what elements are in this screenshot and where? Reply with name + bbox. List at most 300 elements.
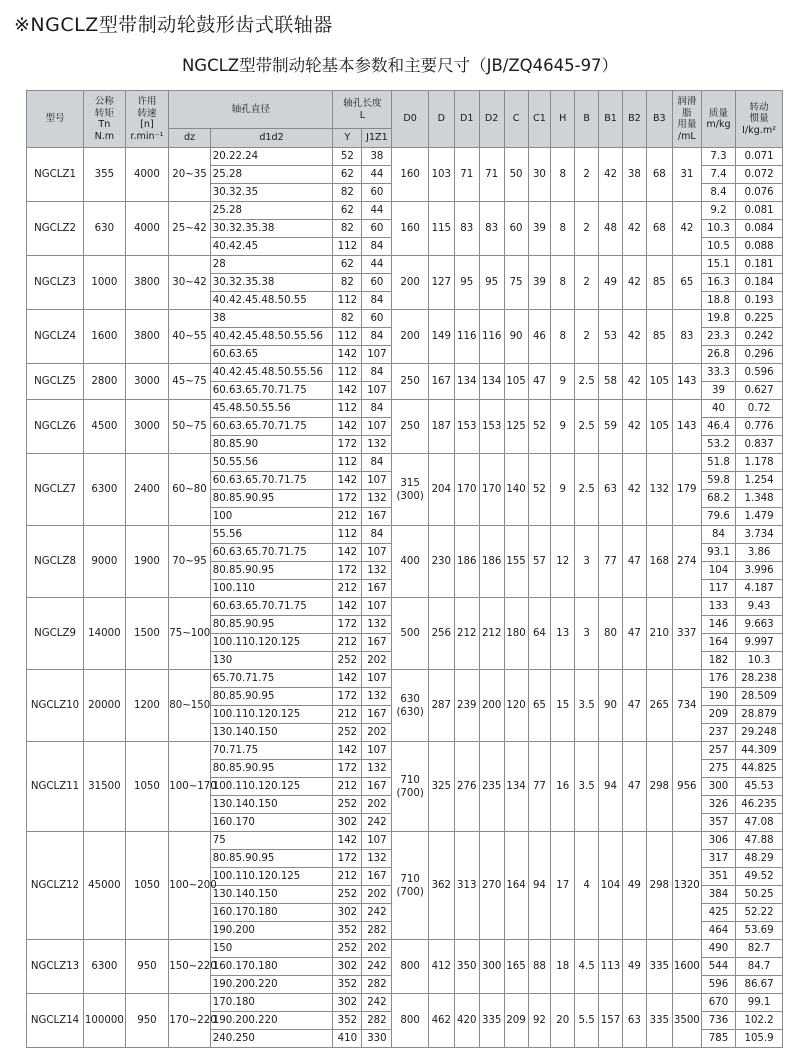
length-y-cell: 112: [333, 400, 362, 418]
c1-cell: 52: [528, 454, 551, 526]
mass-cell: 490: [701, 940, 735, 958]
bore-d1d2-cell: 100.110.120.125: [210, 706, 333, 724]
col-d: D: [428, 91, 454, 148]
bore-d1d2-cell: 100.110.120.125: [210, 868, 333, 886]
b1-cell: 90: [599, 670, 623, 742]
bore-d1d2-cell: 160.170.180: [210, 904, 333, 922]
length-y-cell: 302: [333, 958, 362, 976]
length-j1z1-cell: 132: [362, 688, 392, 706]
length-y-cell: 82: [333, 220, 362, 238]
inertia-cell: 0.627: [736, 382, 783, 400]
bore-d1d2-cell: 80.85.90.95: [210, 850, 333, 868]
bore-d1d2-cell: 80.85.90.95: [210, 490, 333, 508]
mass-cell: 79.6: [701, 508, 735, 526]
c-cell: 180: [504, 598, 528, 670]
bore-d1d2-cell: 28: [210, 256, 333, 274]
inertia-cell: 0.184: [736, 274, 783, 292]
c1-cell: 65: [528, 670, 551, 742]
mass-cell: 146: [701, 616, 735, 634]
col-d2: D2: [479, 91, 504, 148]
bore-d1d2-cell: 40.42.45.48.50.55.56: [210, 364, 333, 382]
mass-cell: 670: [701, 994, 735, 1012]
length-y-cell: 112: [333, 238, 362, 256]
d0-cell: 400: [392, 526, 428, 598]
d0-cell: 500: [392, 598, 428, 670]
d2-cell: 95: [479, 256, 504, 310]
d1-cell: 116: [454, 310, 479, 364]
speed-cell: 950: [125, 994, 169, 1048]
torque-cell: 630: [84, 202, 126, 256]
b1-cell: 80: [599, 598, 623, 670]
torque-cell: 1600: [84, 310, 126, 364]
col-lube: 润滑 脂 用量 /mL: [672, 91, 701, 148]
col-torque: 公称 转矩 Tn N.m: [84, 91, 126, 148]
bore-d1d2-cell: 25.28: [210, 202, 333, 220]
bore-d1d2-cell: 60.63.65: [210, 346, 333, 364]
inertia-cell: 0.088: [736, 238, 783, 256]
length-j1z1-cell: 107: [362, 742, 392, 760]
mass-cell: 33.3: [701, 364, 735, 382]
mass-cell: 317: [701, 850, 735, 868]
b2-cell: 47: [622, 670, 646, 742]
dz-cell: 25~42: [169, 202, 211, 256]
length-j1z1-cell: 167: [362, 508, 392, 526]
length-y-cell: 52: [333, 148, 362, 166]
bore-d1d2-cell: 60.63.65.70.71.75: [210, 544, 333, 562]
length-y-cell: 112: [333, 526, 362, 544]
inertia-cell: 0.181: [736, 256, 783, 274]
bore-d1d2-cell: 30.32.35.38: [210, 220, 333, 238]
length-j1z1-cell: 107: [362, 418, 392, 436]
b-cell: 3.5: [575, 670, 599, 742]
c1-cell: 30: [528, 148, 551, 202]
mass-cell: 300: [701, 778, 735, 796]
b1-cell: 104: [599, 832, 623, 940]
mass-cell: 9.2: [701, 202, 735, 220]
length-j1z1-cell: 60: [362, 184, 392, 202]
b1-cell: 59: [599, 400, 623, 454]
bore-d1d2-cell: 30.32.35.38: [210, 274, 333, 292]
d2-cell: 300: [479, 940, 504, 994]
d0-cell: 250: [392, 364, 428, 400]
d2-cell: 134: [479, 364, 504, 400]
length-y-cell: 212: [333, 778, 362, 796]
mass-cell: 326: [701, 796, 735, 814]
col-b1: B1: [599, 91, 623, 148]
inertia-cell: 1.254: [736, 472, 783, 490]
table-row: [27, 148, 783, 166]
b2-cell: 42: [622, 400, 646, 454]
d0-cell: 200: [392, 310, 428, 364]
mass-cell: 117: [701, 580, 735, 598]
d1-cell: 95: [454, 256, 479, 310]
col-b2: B2: [622, 91, 646, 148]
d0-cell: 800: [392, 994, 428, 1048]
torque-cell: 20000: [84, 670, 126, 742]
b2-cell: 42: [622, 310, 646, 364]
inertia-cell: 47.88: [736, 832, 783, 850]
torque-cell: 14000: [84, 598, 126, 670]
mass-cell: 306: [701, 832, 735, 850]
length-j1z1-cell: 202: [362, 940, 392, 958]
d2-cell: 83: [479, 202, 504, 256]
b1-cell: 48: [599, 202, 623, 256]
col-speed: 许用 转速 [n] r.min⁻¹: [125, 91, 169, 148]
length-y-cell: 352: [333, 922, 362, 940]
c-cell: 50: [504, 148, 528, 202]
lube-cell: 83: [672, 310, 701, 364]
dz-cell: 75~100: [169, 598, 211, 670]
speed-cell: 1050: [125, 832, 169, 940]
torque-cell: 2800: [84, 364, 126, 400]
dz-cell: 80~150: [169, 670, 211, 742]
b1-cell: 42: [599, 148, 623, 202]
b1-cell: 113: [599, 940, 623, 994]
bore-d1d2-cell: 50.55.56: [210, 454, 333, 472]
c1-cell: 57: [528, 526, 551, 598]
length-j1z1-cell: 84: [362, 328, 392, 346]
table-title: NGCLZ型带制动轮基本参数和主要尺寸（JB/ZQ4645-97）: [181, 56, 619, 75]
mass-cell: 59.8: [701, 472, 735, 490]
inertia-cell: 0.072: [736, 166, 783, 184]
col-length: 轴孔长度 L: [333, 91, 392, 129]
inertia-cell: 84.7: [736, 958, 783, 976]
length-y-cell: 212: [333, 868, 362, 886]
b-cell: 2: [575, 256, 599, 310]
inertia-cell: 3.996: [736, 562, 783, 580]
inertia-cell: 0.596: [736, 364, 783, 382]
length-y-cell: 82: [333, 184, 362, 202]
length-y-cell: 112: [333, 364, 362, 382]
h-cell: 9: [551, 364, 575, 400]
h-cell: 15: [551, 670, 575, 742]
c1-cell: 39: [528, 256, 551, 310]
length-y-cell: 212: [333, 634, 362, 652]
h-cell: 12: [551, 526, 575, 598]
length-j1z1-cell: 132: [362, 490, 392, 508]
model-cell: NGCLZ7: [27, 454, 84, 526]
d0-cell: 315 (300): [392, 454, 428, 526]
bore-d1d2-cell: 80.85.90.95: [210, 760, 333, 778]
bore-d1d2-cell: 100: [210, 508, 333, 526]
torque-cell: 6300: [84, 940, 126, 994]
length-j1z1-cell: 60: [362, 220, 392, 238]
d-cell: 103: [428, 148, 454, 202]
mass-cell: 351: [701, 868, 735, 886]
b2-cell: 42: [622, 202, 646, 256]
mass-cell: 53.2: [701, 436, 735, 454]
table-row: [27, 994, 783, 1012]
b-cell: 2.5: [575, 364, 599, 400]
lube-cell: 31: [672, 148, 701, 202]
mass-cell: 8.4: [701, 184, 735, 202]
length-j1z1-cell: 167: [362, 778, 392, 796]
length-j1z1-cell: 44: [362, 202, 392, 220]
inertia-cell: 0.242: [736, 328, 783, 346]
mass-cell: 104: [701, 562, 735, 580]
model-cell: NGCLZ13: [27, 940, 84, 994]
c1-cell: 77: [528, 742, 551, 832]
length-j1z1-cell: 84: [362, 454, 392, 472]
length-j1z1-cell: 84: [362, 364, 392, 382]
d2-cell: 116: [479, 310, 504, 364]
length-y-cell: 112: [333, 454, 362, 472]
d-cell: 462: [428, 994, 454, 1048]
table-row: [27, 598, 783, 616]
length-j1z1-cell: 330: [362, 1030, 392, 1048]
col-d1d2: d1d2: [210, 129, 333, 148]
table-row: [27, 832, 783, 850]
b1-cell: 58: [599, 364, 623, 400]
length-y-cell: 352: [333, 976, 362, 994]
model-cell: NGCLZ9: [27, 598, 84, 670]
col-mass: 质量 m/kg: [701, 91, 735, 148]
length-y-cell: 252: [333, 886, 362, 904]
d1-cell: 420: [454, 994, 479, 1048]
length-y-cell: 302: [333, 814, 362, 832]
b-cell: 3: [575, 598, 599, 670]
inertia-cell: 1.348: [736, 490, 783, 508]
d2-cell: 170: [479, 454, 504, 526]
mass-cell: 190: [701, 688, 735, 706]
model-cell: NGCLZ12: [27, 832, 84, 940]
h-cell: 8: [551, 310, 575, 364]
c1-cell: 92: [528, 994, 551, 1048]
inertia-cell: 0.296: [736, 346, 783, 364]
b-cell: 5.5: [575, 994, 599, 1048]
b2-cell: 49: [622, 940, 646, 994]
length-j1z1-cell: 107: [362, 670, 392, 688]
length-y-cell: 142: [333, 382, 362, 400]
length-j1z1-cell: 44: [362, 256, 392, 274]
lube-cell: 956: [672, 742, 701, 832]
dz-cell: 100~200: [169, 832, 211, 940]
length-y-cell: 172: [333, 760, 362, 778]
c1-cell: 94: [528, 832, 551, 940]
b-cell: 2: [575, 202, 599, 256]
d-cell: 204: [428, 454, 454, 526]
length-j1z1-cell: 282: [362, 1012, 392, 1030]
inertia-cell: 86.67: [736, 976, 783, 994]
lube-cell: 179: [672, 454, 701, 526]
length-j1z1-cell: 282: [362, 922, 392, 940]
inertia-cell: 45.53: [736, 778, 783, 796]
lube-cell: 65: [672, 256, 701, 310]
bore-d1d2-cell: 38: [210, 310, 333, 328]
lube-cell: 1600: [672, 940, 701, 994]
inertia-cell: 9.43: [736, 598, 783, 616]
length-y-cell: 62: [333, 202, 362, 220]
model-cell: NGCLZ6: [27, 400, 84, 454]
length-y-cell: 172: [333, 616, 362, 634]
length-y-cell: 252: [333, 652, 362, 670]
length-j1z1-cell: 242: [362, 814, 392, 832]
mass-cell: 785: [701, 1030, 735, 1048]
h-cell: 9: [551, 454, 575, 526]
bore-d1d2-cell: 40.42.45.48.50.55: [210, 292, 333, 310]
mass-cell: 357: [701, 814, 735, 832]
model-cell: NGCLZ5: [27, 364, 84, 400]
d0-cell: 800: [392, 940, 428, 994]
col-y: Y: [333, 129, 362, 148]
col-dz: dz: [169, 129, 211, 148]
length-y-cell: 252: [333, 796, 362, 814]
d0-cell: 200: [392, 256, 428, 310]
table-row: [27, 670, 783, 688]
torque-cell: 31500: [84, 742, 126, 832]
speed-cell: 2400: [125, 454, 169, 526]
length-j1z1-cell: 84: [362, 238, 392, 256]
d0-cell: 630 (630): [392, 670, 428, 742]
b-cell: 4.5: [575, 940, 599, 994]
mass-cell: 10.5: [701, 238, 735, 256]
length-y-cell: 252: [333, 724, 362, 742]
b3-cell: 68: [646, 202, 672, 256]
table-row: [27, 526, 783, 544]
b-cell: 2: [575, 310, 599, 364]
length-y-cell: 410: [333, 1030, 362, 1048]
inertia-cell: 0.071: [736, 148, 783, 166]
table-row: [27, 202, 783, 220]
mass-cell: 7.4: [701, 166, 735, 184]
bore-d1d2-cell: 70.71.75: [210, 742, 333, 760]
d0-cell: 250: [392, 400, 428, 454]
h-cell: 13: [551, 598, 575, 670]
speed-cell: 3800: [125, 256, 169, 310]
c-cell: 209: [504, 994, 528, 1048]
speed-cell: 3000: [125, 364, 169, 400]
d-cell: 167: [428, 364, 454, 400]
b2-cell: 47: [622, 526, 646, 598]
lube-cell: 734: [672, 670, 701, 742]
d-cell: 256: [428, 598, 454, 670]
inertia-cell: 105.9: [736, 1030, 783, 1048]
b1-cell: 157: [599, 994, 623, 1048]
length-j1z1-cell: 132: [362, 436, 392, 454]
model-cell: NGCLZ3: [27, 256, 84, 310]
inertia-cell: 28.238: [736, 670, 783, 688]
length-j1z1-cell: 167: [362, 706, 392, 724]
c-cell: 120: [504, 670, 528, 742]
dz-cell: 20~35: [169, 148, 211, 202]
mass-cell: 237: [701, 724, 735, 742]
length-j1z1-cell: 132: [362, 616, 392, 634]
dz-cell: 150~220: [169, 940, 211, 994]
length-y-cell: 142: [333, 346, 362, 364]
bore-d1d2-cell: 190.200: [210, 922, 333, 940]
b-cell: 3.5: [575, 742, 599, 832]
bore-d1d2-cell: 100.110: [210, 580, 333, 598]
bore-d1d2-cell: 240.250: [210, 1030, 333, 1048]
bore-d1d2-cell: 130.140.150: [210, 886, 333, 904]
d2-cell: 270: [479, 832, 504, 940]
dz-cell: 100~170: [169, 742, 211, 832]
bore-d1d2-cell: 60.63.65.70.71.75: [210, 418, 333, 436]
b3-cell: 298: [646, 742, 672, 832]
mass-cell: 425: [701, 904, 735, 922]
d-cell: 187: [428, 400, 454, 454]
d-cell: 149: [428, 310, 454, 364]
b3-cell: 335: [646, 994, 672, 1048]
table-row: [27, 742, 783, 760]
model-cell: NGCLZ11: [27, 742, 84, 832]
torque-cell: 4500: [84, 400, 126, 454]
bore-d1d2-cell: 40.42.45: [210, 238, 333, 256]
c-cell: 105: [504, 364, 528, 400]
length-j1z1-cell: 202: [362, 796, 392, 814]
lube-cell: 143: [672, 364, 701, 400]
mass-cell: 68.2: [701, 490, 735, 508]
c-cell: 90: [504, 310, 528, 364]
d1-cell: 71: [454, 148, 479, 202]
inertia-cell: 0.837: [736, 436, 783, 454]
length-j1z1-cell: 202: [362, 652, 392, 670]
dz-cell: 30~42: [169, 256, 211, 310]
inertia-cell: 99.1: [736, 994, 783, 1012]
bore-d1d2-cell: 130: [210, 652, 333, 670]
h-cell: 8: [551, 202, 575, 256]
b3-cell: 105: [646, 400, 672, 454]
b-cell: 2: [575, 148, 599, 202]
mass-cell: 16.3: [701, 274, 735, 292]
table-row: [27, 310, 783, 328]
inertia-cell: 0.776: [736, 418, 783, 436]
length-y-cell: 82: [333, 310, 362, 328]
d2-cell: 335: [479, 994, 504, 1048]
dz-cell: 40~55: [169, 310, 211, 364]
length-y-cell: 142: [333, 544, 362, 562]
dz-cell: 50~75: [169, 400, 211, 454]
mass-cell: 26.8: [701, 346, 735, 364]
d0-cell: 710 (700): [392, 832, 428, 940]
torque-cell: 355: [84, 148, 126, 202]
b2-cell: 42: [622, 364, 646, 400]
inertia-cell: 29.248: [736, 724, 783, 742]
d1-cell: 134: [454, 364, 479, 400]
bore-d1d2-cell: 25.28: [210, 166, 333, 184]
c1-cell: 46: [528, 310, 551, 364]
bore-d1d2-cell: 20.22.24: [210, 148, 333, 166]
d2-cell: 200: [479, 670, 504, 742]
length-j1z1-cell: 107: [362, 832, 392, 850]
mass-cell: 164: [701, 634, 735, 652]
d-cell: 362: [428, 832, 454, 940]
mass-cell: 736: [701, 1012, 735, 1030]
d2-cell: 235: [479, 742, 504, 832]
length-y-cell: 142: [333, 598, 362, 616]
c-cell: 125: [504, 400, 528, 454]
length-j1z1-cell: 107: [362, 472, 392, 490]
b-cell: 3: [575, 526, 599, 598]
length-y-cell: 302: [333, 994, 362, 1012]
col-c1: C1: [528, 91, 551, 148]
inertia-cell: 4.187: [736, 580, 783, 598]
length-j1z1-cell: 84: [362, 400, 392, 418]
mass-cell: 182: [701, 652, 735, 670]
lube-cell: 3500: [672, 994, 701, 1048]
d0-cell: 160: [392, 202, 428, 256]
mass-cell: 596: [701, 976, 735, 994]
length-y-cell: 112: [333, 328, 362, 346]
mass-cell: 10.3: [701, 220, 735, 238]
model-cell: NGCLZ2: [27, 202, 84, 256]
h-cell: 9: [551, 400, 575, 454]
col-c: C: [504, 91, 528, 148]
mass-cell: 257: [701, 742, 735, 760]
d1-cell: 170: [454, 454, 479, 526]
d-cell: 325: [428, 742, 454, 832]
d-cell: 412: [428, 940, 454, 994]
